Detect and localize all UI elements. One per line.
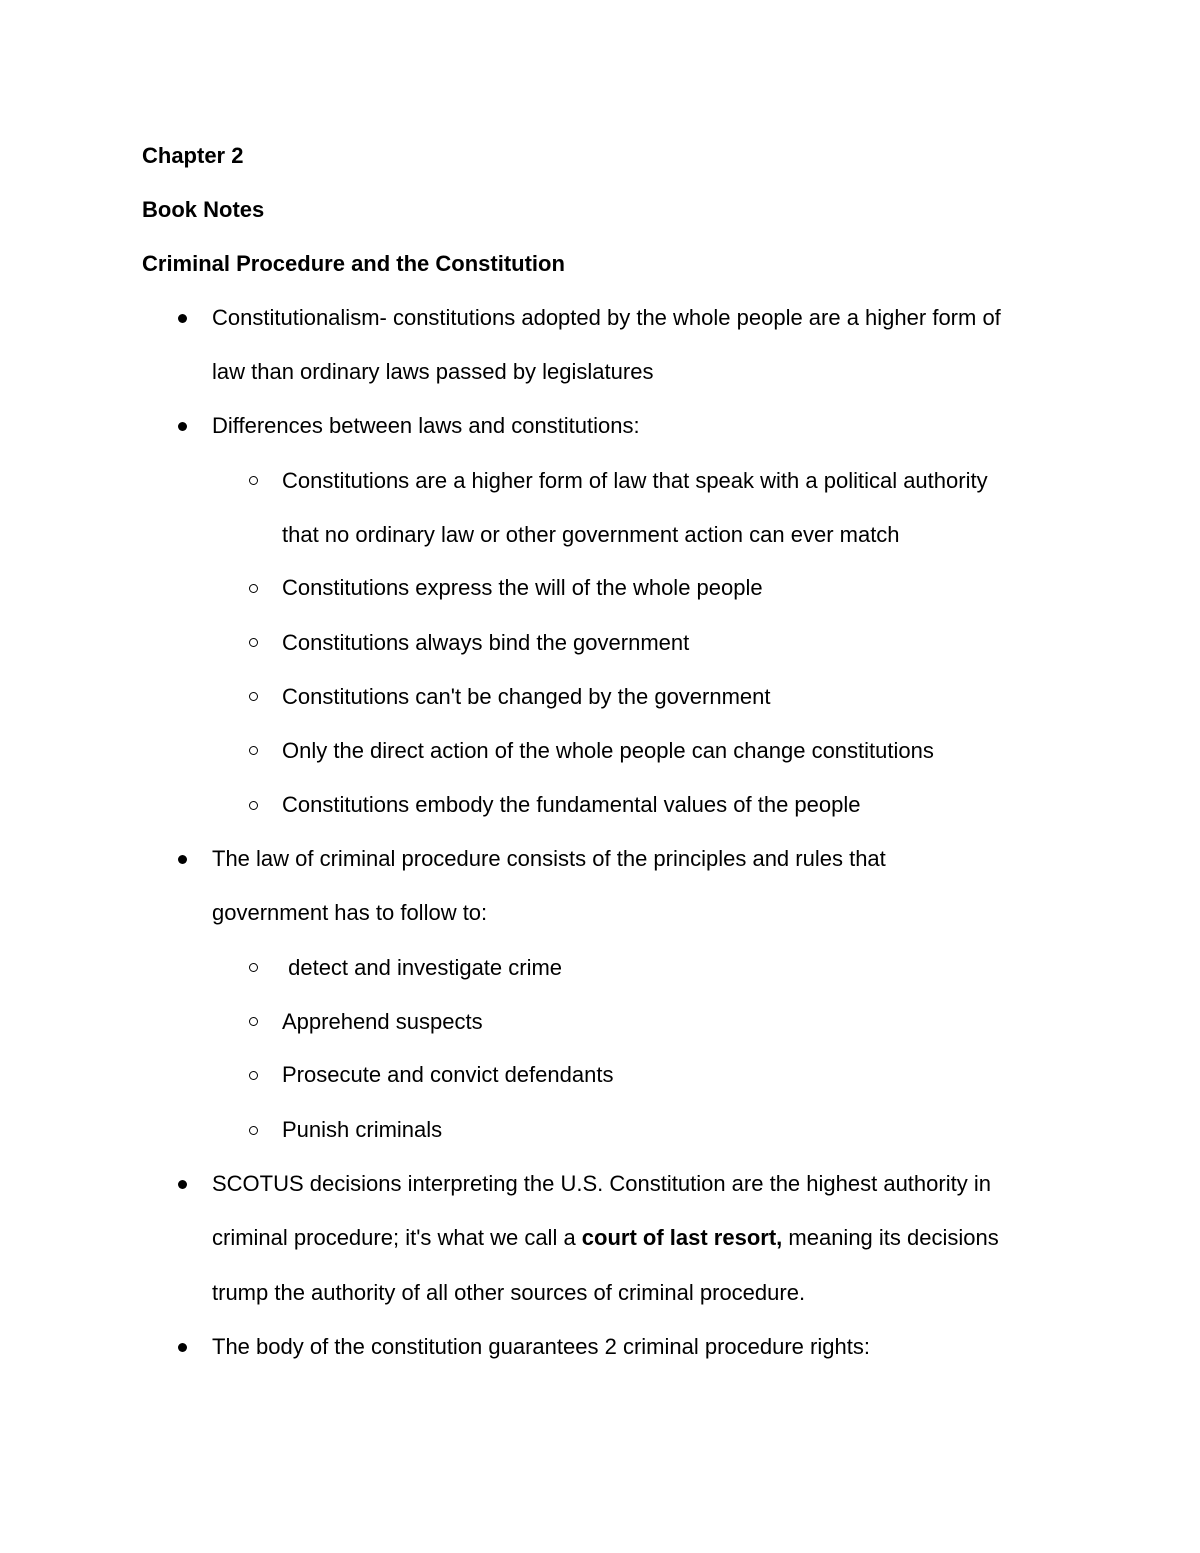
hollow-bullet-icon: [249, 476, 258, 485]
sublist-item-line: Constitutions can't be changed by the government: [282, 684, 771, 709]
sublist-item-line: Apprehend suspects: [282, 1009, 483, 1034]
hollow-bullet-icon: [249, 1017, 258, 1026]
hollow-bullet-icon: [249, 1071, 258, 1080]
chapter-title: Chapter 2: [142, 143, 244, 168]
hollow-bullet-icon: [249, 746, 258, 755]
bullet-icon: [178, 1180, 187, 1189]
book-notes-subtitle: Book Notes: [142, 197, 265, 222]
list-item-line: Differences between laws and constitutions:: [212, 413, 640, 438]
bullet-icon: [178, 855, 187, 864]
hollow-bullet-icon: [249, 692, 258, 701]
list-item-text: meaning its decisions: [782, 1225, 999, 1250]
bullet-icon: [178, 422, 187, 431]
hollow-bullet-icon: [249, 638, 258, 647]
sublist-item-line: Constitutions are a higher form of law that speak with a political authority: [282, 468, 988, 493]
list-item-line: trump the authority of all other sources of criminal procedure.: [212, 1280, 806, 1305]
sublist-item-line: Constitutions always bind the government: [282, 630, 690, 655]
sublist-item-line: Punish criminals: [282, 1117, 443, 1142]
list-item-line-with-bold: [212, 1224, 999, 1252]
bullet-icon: [178, 314, 187, 323]
bullet-icon: [178, 1343, 187, 1352]
list-item-line: law than ordinary laws passed by legislatures: [212, 359, 654, 384]
list-item-line: The law of criminal procedure consists of the principles and rules that: [212, 846, 886, 871]
list-item-line: The body of the constitution guarantees 2 criminal procedure rights:: [212, 1334, 870, 1359]
list-item-line: Constitutionalism- constitutions adopted by the whole people are a higher form of: [212, 305, 1001, 330]
sublist-item-line: Constitutions express the will of the whole people: [282, 575, 763, 600]
section-heading: Criminal Procedure and the Constitution: [142, 251, 565, 276]
hollow-bullet-icon: [249, 801, 258, 810]
list-item-text: criminal procedure; it's what we call a: [212, 1225, 582, 1250]
sublist-item-line: that no ordinary law or other government action can ever match: [282, 522, 900, 547]
hollow-bullet-icon: [249, 1126, 258, 1135]
sublist-item-line: Prosecute and convict defendants: [282, 1062, 614, 1087]
sublist-item-line: detect and investigate crime: [282, 955, 563, 980]
bold-term-court-of-last-resort: court of last resort,: [581, 1225, 783, 1250]
list-item-line: government has to follow to:: [212, 900, 488, 925]
hollow-bullet-icon: [249, 584, 258, 593]
hollow-bullet-icon: [249, 963, 258, 972]
list-item-line: SCOTUS decisions interpreting the U.S. Constitution are the highest authority in: [212, 1171, 991, 1196]
sublist-item-line: Only the direct action of the whole people can change constitutions: [282, 738, 934, 763]
sublist-item-line: Constitutions embody the fundamental values of the people: [282, 792, 861, 817]
